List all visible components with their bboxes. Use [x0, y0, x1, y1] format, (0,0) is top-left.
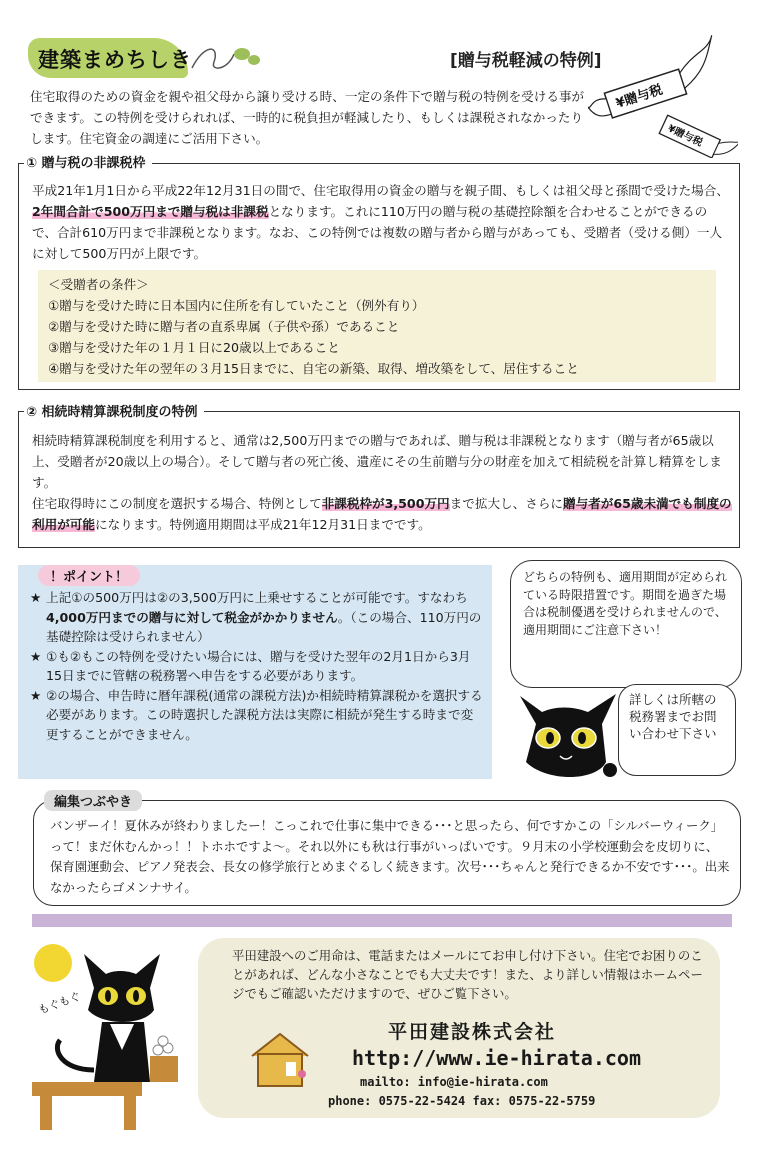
section1-text-b: となります。これに110万円の贈与税の基礎控除額を合わせることができるので、合計610万円まで非課税となります。なお、この特例では複数の贈与者から贈与があっても、受贈者（受ける側）一人に対して500万円が上限です。 — [32, 204, 723, 261]
website-link[interactable]: http://www.ie-hirata.com — [352, 1046, 641, 1070]
star-icon: ★ — [30, 590, 42, 605]
house-logo-icon — [248, 1030, 312, 1088]
point-item — [30, 588, 485, 647]
intro-text: 住宅取得のための資金を親や祖父母から譲り受ける時、一定の条件下で贈与税の特例を受ける事ができます。この特例を受けられれば、一時的に税負担が軽減したり、もしくは課税されなかったりします。住宅資金の調達にご活用下さい。 — [30, 89, 585, 146]
leaf-swirl-icon — [190, 40, 260, 76]
company-name: 平田建設株式会社 — [388, 1021, 557, 1043]
section2-highlight-1: 非課税枠が3,500万円 — [321, 496, 450, 511]
section2-text-b: 住宅取得時にこの制度を選択する場合、特例として — [32, 496, 322, 511]
condition-item: ③贈与を受けた年の１月１日に20歳以上であること — [48, 340, 340, 355]
gift-tax-wings-icon — [588, 28, 738, 158]
point-label: ！ポイント！ — [38, 565, 140, 586]
point-list — [30, 588, 485, 744]
point-item — [30, 647, 485, 686]
star-icon: ★ — [30, 687, 42, 703]
point-item — [30, 686, 485, 745]
speech-bubble-period: どちらの特例も、適用期間が定められている時限措置です。期間を過ぎた場合は税制優遇を受けられませんので、適用期間にご注意下さい！ — [510, 560, 742, 688]
point-item-bold: 4,000万円までの贈与に対して税金がかかりません — [46, 609, 338, 625]
section1-text-a: 平成21年1月1日から平成22年12月31日の間で、住宅取得用の資金の贈与を親子間、もしくは祖父母と孫間で受けた場合、 — [32, 183, 729, 198]
section1-heading: ① 贈与税の非課税枠 — [24, 152, 152, 171]
point-item-text: ①も②もこの特例を受けたい場合には、贈与を受けた翌年の2月1日から3月15日までに管轄の税務署へ申告をする必要があります。 — [46, 648, 471, 683]
point-item-text-b: 。（この場合、110万円の基礎控除は受けられません） — [46, 609, 482, 644]
editor-label: 編集つぶやき — [44, 790, 142, 811]
condition-item: ②贈与を受けた時に贈与者の直系卑属（子供や孫）であること — [48, 319, 400, 334]
section2-text-c: まで拡大し、さらに — [449, 496, 563, 511]
page-subject: [贈与税軽減の特例] — [450, 51, 602, 71]
editor-text: バンザーイ！夏休みが終わりましたー！こっこれで仕事に集中できる･･･と思ったら、何ですかこの「シルバーウィーク」って！まだ休むんかっ！！トホホですよ～。それ以外にも秋は行事がいっぱいです。９月末の小学校運動会を皮切りに、保育園運動会、ピアノ発表会、長女の修学旅行とめまぐるしく続きます。次号･･･ちゃんと発行できるか不安です･･･。出来なかったらゴメンナサイ。 — [50, 818, 730, 895]
divider-bar — [32, 914, 732, 927]
phone-fax: phone: 0575-22-5424 fax: 0575-22-5759 — [328, 1094, 596, 1108]
star-icon: ★ — [30, 648, 42, 664]
section2-text-a: 相続時精算課税制度を利用すると、通常は2,500万円までの贈与であれば、贈与税は非課税となります（贈与者が65歳以上、受贈者が20歳以上の場合）。そして贈与者の死亡後、遺産にその生前贈与分の財産を加えて相続税を計算し精算をします。 — [32, 433, 722, 490]
footer-message: 平田建設へのご用命は、電話またはメールにてお申し付け下さい。住宅でお困りのことがあれば、どんな小さなことでも大丈夫です！また、より詳しい情報はホームページでもご確認いただけますので、ぜひご覧下さい。 — [232, 948, 703, 1001]
newsletter-title: 建築まめちしき — [38, 48, 192, 72]
condition-item: ④贈与を受けた年の翌年の３月15日までに、自宅の新築、取得、増改築をして、居住すること — [48, 361, 579, 376]
email-link[interactable]: mailto: info@ie-hirata.com — [360, 1075, 548, 1089]
section2-text-d: になります。特例適用期間は平成21年12月31日までです。 — [94, 517, 431, 532]
section1-highlight: 2年間合計で500万円まで贈与税は非課税 — [32, 204, 269, 219]
gift-tag-1: ¥贈与税 — [614, 82, 665, 112]
eating-cat-icon — [32, 940, 192, 1130]
conditions-title: ＜受贈者の条件＞ — [48, 277, 149, 292]
section2-highlight-2: 贈与者が65歳未満でも制度の利用が可能 — [32, 496, 732, 532]
conditions-panel — [38, 270, 716, 382]
section2-text — [32, 430, 732, 535]
point-item-text: ②の場合、申告時に暦年課税(通常の課税方法)か相続時精算課税かを選択する必要があります。この時選択した課税方法は実際に相続が発生する時まで変更することができません。 — [46, 687, 483, 742]
cat-sound-text: もぐもぐ — [36, 989, 83, 1017]
black-cat-icon — [506, 666, 626, 786]
speech-bubble-inquiry: 詳しくは所轄の税務署までお問い合わせ下さい — [618, 684, 736, 776]
section2-heading: ② 相続時精算課税制度の特例 — [24, 401, 204, 420]
condition-item: ①贈与を受けた時に日本国内に住所を有していたこと（例外有り） — [48, 298, 425, 313]
gift-tag-2: ¥贈与税 — [665, 123, 705, 149]
point-item-text: 上記①の500万円は②の3,500万円に上乗せすることが可能です。すなわち — [46, 590, 468, 605]
section1-text — [32, 180, 732, 264]
